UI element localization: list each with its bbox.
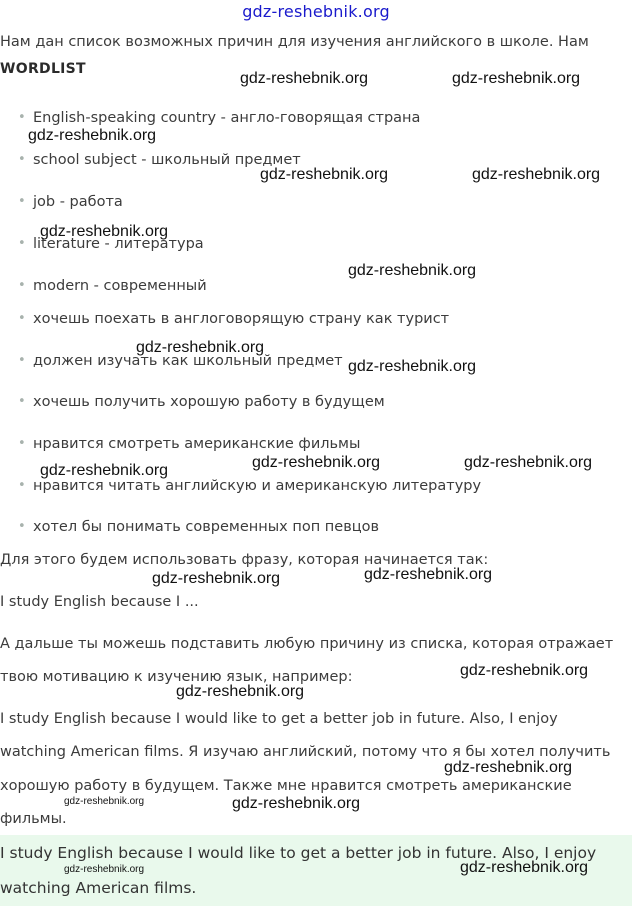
- watermark: gdz-reshebnik.org: [152, 570, 281, 587]
- watermark: gdz-reshebnik.org: [240, 70, 369, 87]
- bullet-icon: •: [18, 519, 26, 534]
- watermark: gdz-reshebnik.org: [464, 454, 593, 471]
- watermark: gdz-reshebnik.org: [232, 795, 361, 812]
- watermark: gdz-reshebnik.org: [472, 166, 601, 183]
- watermark: gdz-reshebnik.org: [260, 166, 389, 183]
- bullet-icon: •: [18, 353, 26, 368]
- bullet-icon: •: [18, 236, 26, 251]
- bullet-icon: •: [18, 436, 26, 451]
- watermark: gdz-reshebnik.org: [348, 262, 477, 279]
- watermark: gdz-reshebnik.org: [452, 70, 581, 87]
- watermark: gdz-reshebnik.org: [136, 339, 265, 356]
- answer-line: watching American films.: [0, 879, 197, 897]
- watermark: gdz-reshebnik.org: [40, 462, 169, 479]
- watermark: gdz-reshebnik.org: [460, 662, 589, 679]
- watermark: gdz-reshebnik.org: [176, 683, 305, 700]
- bullet-icon: •: [18, 478, 26, 493]
- watermark: gdz-reshebnik.org: [348, 358, 477, 375]
- watermark: gdz-reshebnik.org: [40, 223, 169, 240]
- bullet-icon: •: [18, 278, 26, 293]
- bullet-icon: •: [18, 311, 26, 326]
- explanation-line: твою мотивацию к изучению язык, например:: [0, 669, 353, 685]
- bullet-icon: •: [18, 394, 26, 409]
- wordlist-title: WORDLIST: [0, 61, 86, 77]
- site-header[interactable]: gdz-reshebnik.org: [242, 2, 390, 21]
- intro-text: Нам дан список возможных причин для изучения английского в школе. Нам: [0, 34, 589, 50]
- watermark: gdz-reshebnik.org: [64, 796, 145, 807]
- bullet-icon: •: [18, 152, 26, 167]
- watermark: gdz-reshebnik.org: [64, 864, 145, 875]
- bullet-icon: •: [18, 194, 26, 209]
- watermark: gdz-reshebnik.org: [252, 454, 381, 471]
- answer-line: I study English because I would like to get a better job in future. Also, I enjoy: [0, 844, 597, 862]
- watermark: gdz-reshebnik.org: [460, 859, 589, 876]
- example-line: watching American films. Я изучаю английский, потому что я бы хотел получить: [0, 744, 611, 760]
- phrase-start: I study English because I ...: [0, 594, 199, 610]
- example-line: хорошую работу в будущем. Также мне нравится смотреть американские: [0, 778, 572, 794]
- watermark: gdz-reshebnik.org: [364, 566, 493, 583]
- explanation-line: А дальше ты можешь подставить любую причину из списка, которая отражает: [0, 636, 614, 652]
- example-line: фильмы.: [0, 811, 67, 827]
- watermark: gdz-reshebnik.org: [28, 127, 157, 144]
- example-line: I study English because I would like to get a better job in future. Also, I enjoy: [0, 711, 558, 727]
- watermark: gdz-reshebnik.org: [444, 759, 573, 776]
- phrase-intro: Для этого будем использовать фразу, которая начинается так:: [0, 552, 489, 568]
- bullet-icon: •: [18, 110, 26, 125]
